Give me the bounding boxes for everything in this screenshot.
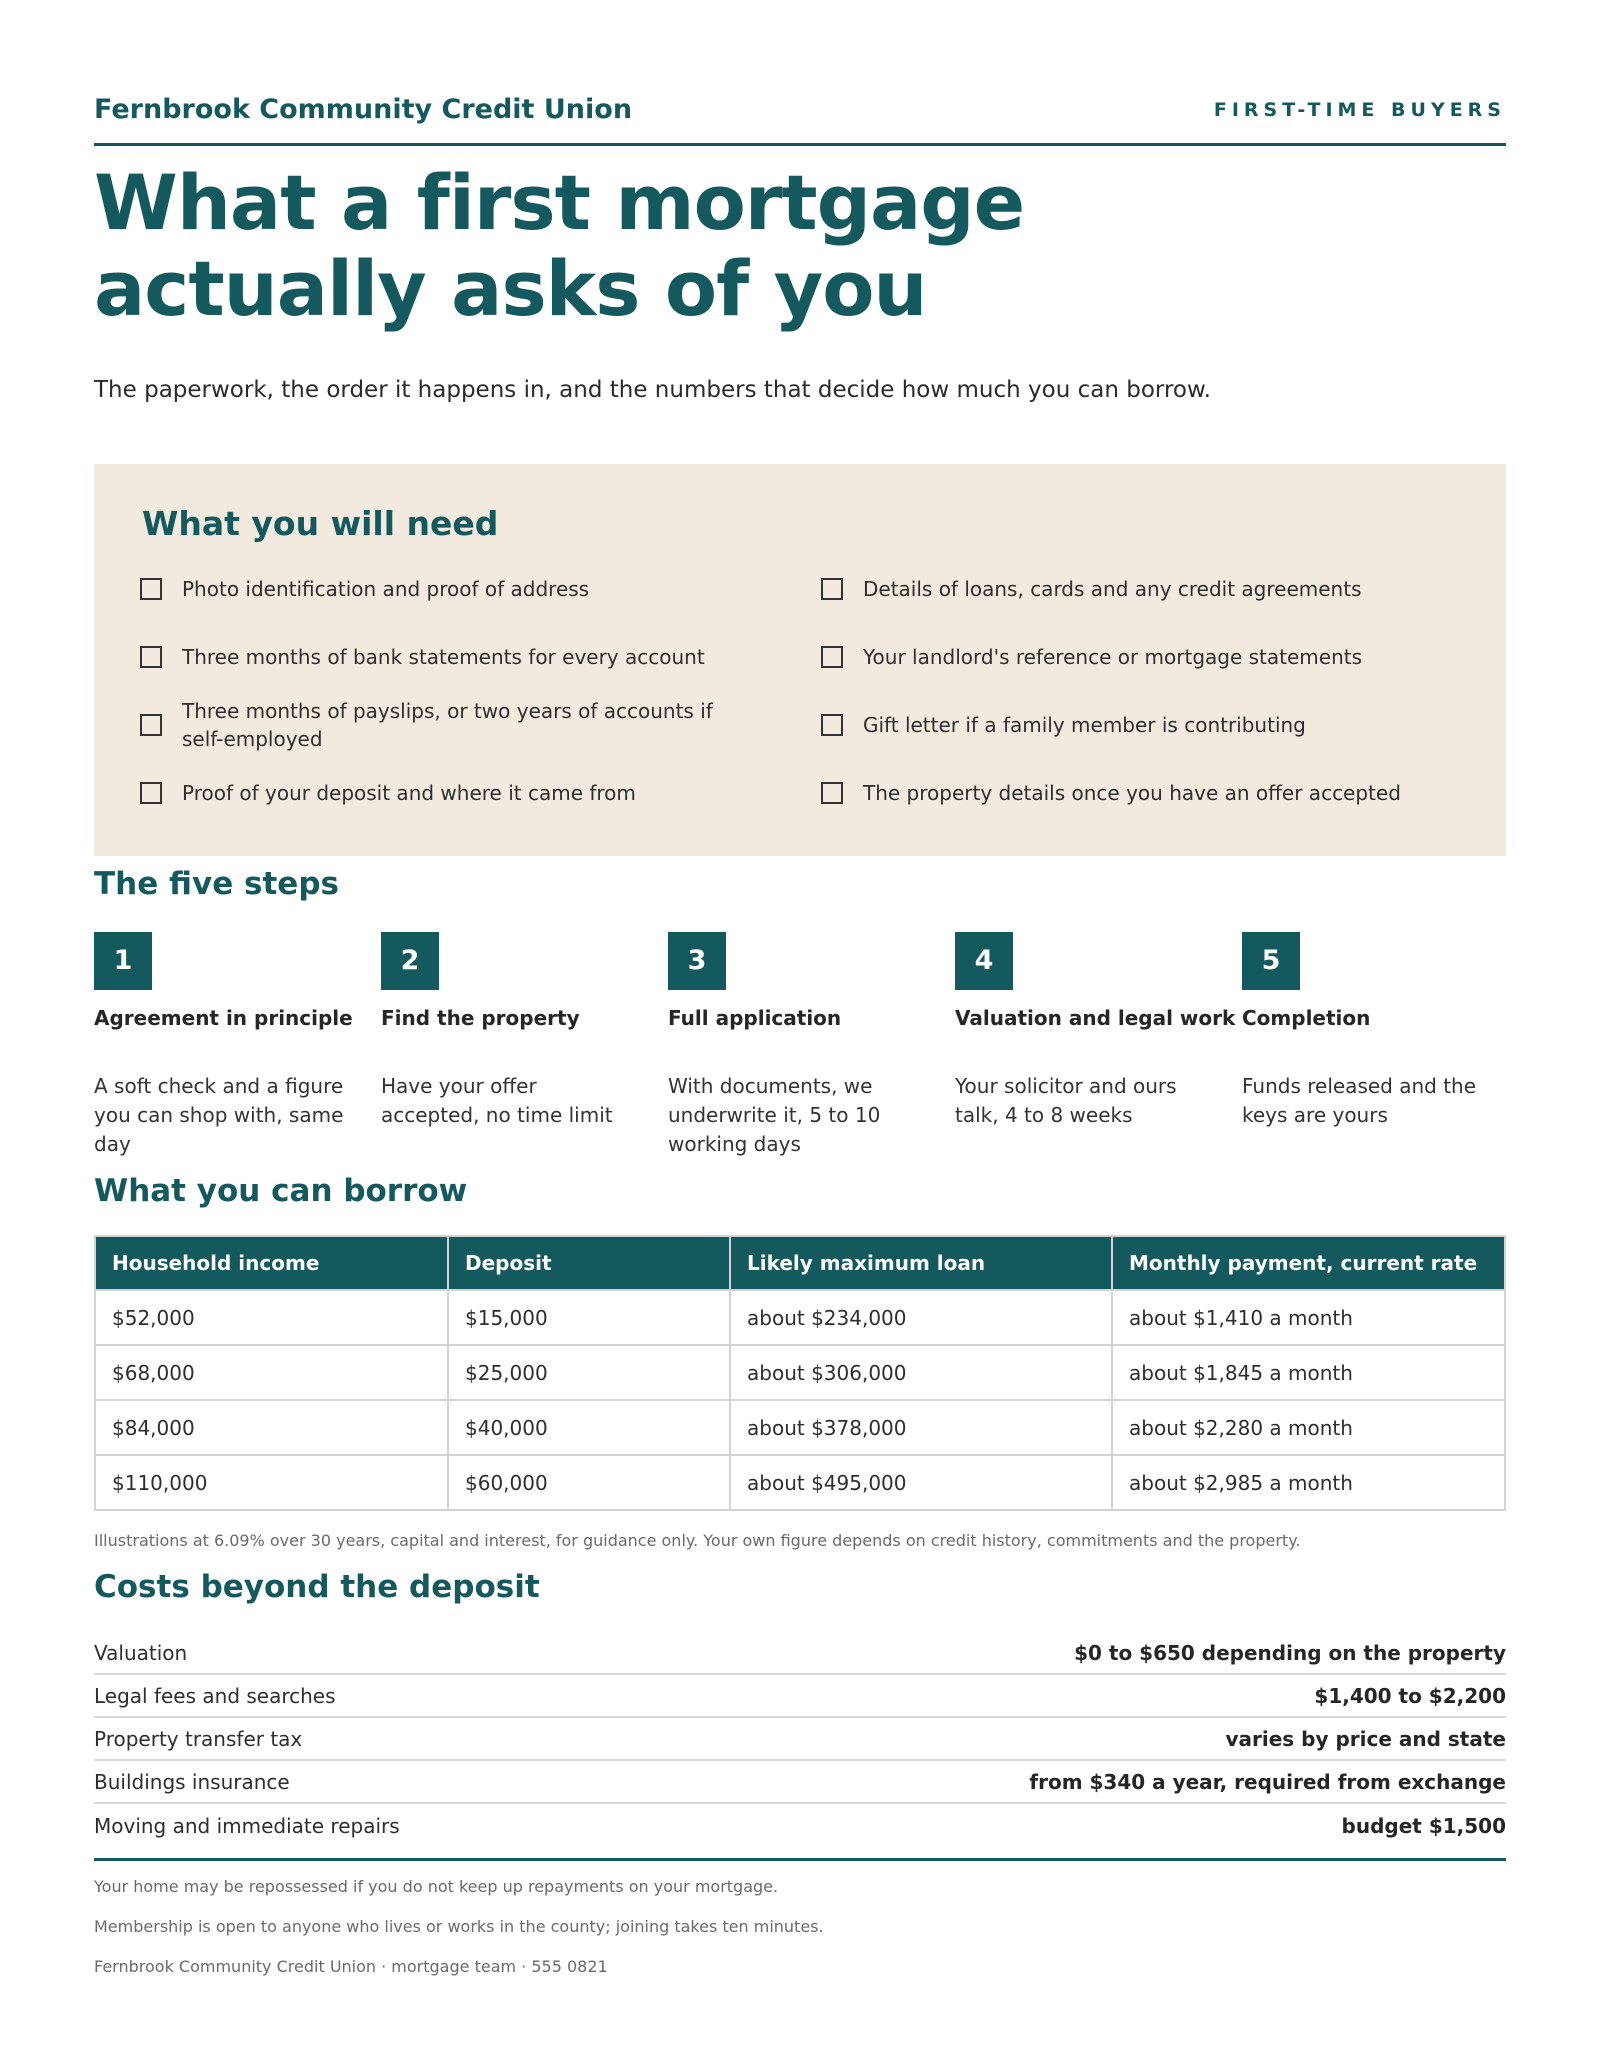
table-cell: about $1,845 a month xyxy=(1112,1345,1505,1400)
checklist-item-label: Three months of payslips, or two years of accounts if self-employed xyxy=(182,699,713,751)
checklist-panel xyxy=(94,464,1506,856)
borrow-title: What you can borrow xyxy=(94,1173,468,1209)
checklist-item xyxy=(140,697,760,753)
table-cell: $110,000 xyxy=(95,1455,448,1510)
table-row xyxy=(95,1455,1505,1510)
column-header: Monthly payment, current rate xyxy=(1112,1236,1505,1290)
checklist-item-label: Proof of your deposit and where it came from xyxy=(182,781,636,805)
checklist-item-label: Details of loans, cards and any credit agreements xyxy=(863,577,1362,601)
checkbox[interactable] xyxy=(140,646,162,668)
cost-label: Buildings insurance xyxy=(94,1769,290,1794)
step-number-badge: 5 xyxy=(1242,932,1300,990)
table-row xyxy=(95,1290,1505,1345)
header-bar xyxy=(94,92,1506,146)
step-title: Completion xyxy=(1242,1006,1371,1030)
table-cell: about $234,000 xyxy=(730,1290,1112,1345)
step-description: Have your offer accepted, no time limit xyxy=(381,1074,613,1127)
checklist-item xyxy=(821,779,1441,807)
step-1 xyxy=(94,932,354,1156)
table-cell: $84,000 xyxy=(95,1400,448,1455)
checkbox[interactable] xyxy=(821,782,843,804)
step-description: A soft check and a figure you can shop with, same day xyxy=(94,1074,344,1156)
checklist-item xyxy=(821,711,1441,739)
cost-value: $1,400 to $2,200 xyxy=(1314,1683,1506,1708)
step-title: Valuation and legal work xyxy=(955,1006,1236,1030)
checklist-item-label: Gift letter if a family member is contributing xyxy=(863,713,1306,737)
brand-name: Fernbrook Community Credit Union xyxy=(94,94,633,125)
step-3 xyxy=(668,932,928,1156)
cost-row xyxy=(94,1761,1506,1804)
checkbox[interactable] xyxy=(140,578,162,600)
step-2 xyxy=(381,932,641,1127)
costs-title: Costs beyond the deposit xyxy=(94,1569,540,1605)
cost-row xyxy=(94,1675,1506,1718)
cost-label: Legal fees and searches xyxy=(94,1683,336,1708)
column-header: Deposit xyxy=(448,1236,730,1290)
step-title: Agreement in principle xyxy=(94,1006,353,1030)
footer-contact: Fernbrook Community Credit Union · mortgage team · 555 0821 xyxy=(94,1957,608,1976)
cost-value: from $340 a year, required from exchange xyxy=(1029,1769,1506,1794)
checklist-item xyxy=(140,779,760,807)
step-description: With documents, we underwrite it, 5 to 10 working days xyxy=(668,1074,881,1156)
step-number-badge: 3 xyxy=(668,932,726,990)
table-cell: about $2,280 a month xyxy=(1112,1400,1505,1455)
table-cell: $52,000 xyxy=(95,1290,448,1345)
checkbox[interactable] xyxy=(821,646,843,668)
cost-row xyxy=(94,1804,1506,1847)
checkbox[interactable] xyxy=(140,714,162,736)
checklist-item xyxy=(821,575,1441,603)
step-number-badge: 1 xyxy=(94,932,152,990)
table-cell: about $495,000 xyxy=(730,1455,1112,1510)
table-cell: about $2,985 a month xyxy=(1112,1455,1505,1510)
checkbox[interactable] xyxy=(821,714,843,736)
step-description: Funds released and the keys are yours xyxy=(1242,1074,1477,1127)
checkbox[interactable] xyxy=(821,578,843,600)
audience-tag: FIRST-TIME BUYERS xyxy=(1213,99,1506,121)
table-row xyxy=(95,1400,1505,1455)
cost-row xyxy=(94,1632,1506,1675)
checklist-title: What you will need xyxy=(142,504,499,543)
page-title-line-2: actually asks of you xyxy=(94,244,927,333)
step-number-badge: 2 xyxy=(381,932,439,990)
column-header: Household income xyxy=(95,1236,448,1290)
table-cell: $68,000 xyxy=(95,1345,448,1400)
checklist-item-label: Photo identification and proof of address xyxy=(182,577,590,601)
table-cell: about $378,000 xyxy=(730,1400,1112,1455)
step-5 xyxy=(1242,932,1502,1127)
checklist-item xyxy=(140,575,760,603)
table-header-row xyxy=(95,1236,1505,1290)
footer-warning: Your home may be repossessed if you do not keep up repayments on your mortgage. xyxy=(94,1877,779,1896)
table-cell: $15,000 xyxy=(448,1290,730,1345)
column-header: Likely maximum loan xyxy=(730,1236,1112,1290)
intro-text: The paperwork, the order it happens in, and the numbers that decide how much you can borrow. xyxy=(94,377,1211,403)
cost-value: $0 to $650 depending on the property xyxy=(1074,1640,1506,1665)
checklist-item-label: The property details once you have an offer accepted xyxy=(863,781,1401,805)
checklist-item xyxy=(140,643,760,671)
cost-value: varies by price and state xyxy=(1225,1726,1506,1751)
step-number-badge: 4 xyxy=(955,932,1013,990)
step-title: Full application xyxy=(668,1006,842,1030)
footer-membership: Membership is open to anyone who lives or works in the county; joining takes ten minutes. xyxy=(94,1917,824,1936)
checklist-item-label: Your landlord's reference or mortgage statements xyxy=(863,645,1363,669)
cost-label: Valuation xyxy=(94,1640,188,1665)
table-cell: about $1,410 a month xyxy=(1112,1290,1505,1345)
table-cell: $60,000 xyxy=(448,1455,730,1510)
step-title: Find the property xyxy=(381,1006,580,1030)
cost-label: Moving and immediate repairs xyxy=(94,1813,400,1838)
borrow-table xyxy=(94,1235,1506,1511)
table-cell: $40,000 xyxy=(448,1400,730,1455)
flyer-page xyxy=(94,0,1506,2071)
step-description: Your solicitor and ours talk, 4 to 8 weeks xyxy=(955,1074,1177,1127)
step-4 xyxy=(955,932,1236,1127)
cost-label: Property transfer tax xyxy=(94,1726,303,1751)
table-row xyxy=(95,1345,1505,1400)
checklist-item xyxy=(821,643,1441,671)
table-cell: about $306,000 xyxy=(730,1345,1112,1400)
cost-value: budget $1,500 xyxy=(1341,1813,1506,1838)
page-title xyxy=(94,160,1024,332)
cost-row xyxy=(94,1718,1506,1761)
checklist-item-label: Three months of bank statements for every account xyxy=(182,645,705,669)
costs-list xyxy=(94,1632,1506,1847)
table-cell: $25,000 xyxy=(448,1345,730,1400)
steps-title: The five steps xyxy=(94,866,339,902)
table-footnote: Illustrations at 6.09% over 30 years, capital and interest, for guidance only. Your own figure depends on credit history, commitments and the property. xyxy=(94,1531,1301,1550)
page-title-line-1: What a first mortgage xyxy=(94,158,1025,247)
checkbox[interactable] xyxy=(140,782,162,804)
footer-divider xyxy=(94,1858,1506,1861)
